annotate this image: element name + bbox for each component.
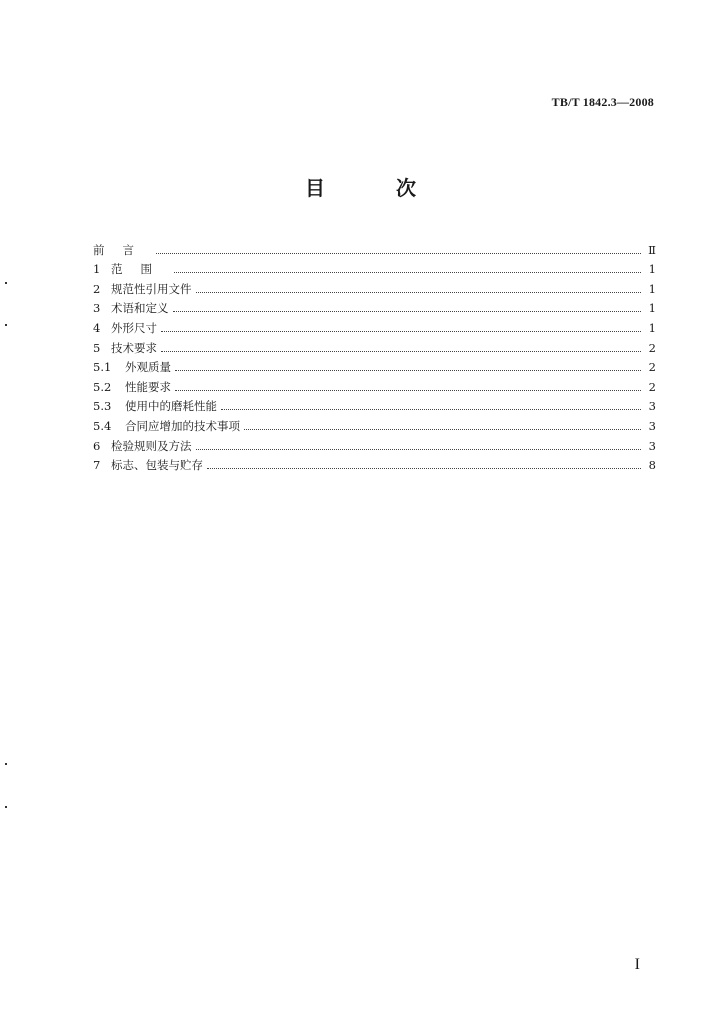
- toc-entry-number: 6: [93, 438, 101, 453]
- toc-entry-title: 范围: [111, 262, 170, 277]
- toc-entry-number: 5.3: [93, 399, 112, 414]
- scan-speck: [5, 282, 7, 284]
- toc-entry-title: 检验规则及方法: [111, 438, 192, 453]
- toc-entry-appearance-quality[interactable]: [93, 355, 656, 375]
- toc-entry-page: 1: [648, 301, 656, 316]
- toc-entry-page: 1: [648, 320, 656, 335]
- toc-entry-title: 性能要求: [125, 379, 171, 394]
- toc-leader-dots: [156, 252, 641, 254]
- toc-entry-inspection-rules[interactable]: [93, 433, 656, 453]
- toc-entry-label: [93, 419, 244, 433]
- toc-entry-scope[interactable]: [93, 257, 656, 277]
- toc-entry-number: 7: [93, 458, 101, 473]
- toc-entry-label: [93, 262, 174, 276]
- toc-leader-dots: [174, 271, 641, 273]
- scan-speck: [5, 324, 7, 326]
- toc-entry-number: 2: [93, 281, 101, 296]
- toc-entry-marking-packaging-storage[interactable]: [93, 453, 656, 473]
- toc-entry-normative-references[interactable]: [93, 276, 656, 296]
- toc-entry-label: [93, 243, 156, 257]
- toc-entry-page: 1: [648, 281, 656, 296]
- toc-entry-page: 2: [648, 379, 656, 394]
- toc-entry-title: 规范性引用文件: [111, 281, 192, 296]
- toc-entry-wear-performance[interactable]: [93, 394, 656, 414]
- toc-entry-title: 术语和定义: [111, 301, 169, 316]
- toc-entry-label: [93, 341, 161, 355]
- toc-leader-dots: [161, 350, 641, 352]
- document-code: TB/T 1842.3—2008: [551, 95, 654, 109]
- toc-entry-number: 5.1: [93, 360, 112, 375]
- scan-speck: [5, 806, 7, 808]
- toc-leader-dots: [173, 310, 642, 312]
- scan-speck: [5, 763, 7, 765]
- toc-leader-dots: [221, 408, 641, 410]
- toc-entry-foreword[interactable]: [93, 237, 656, 257]
- toc-entry-page: 2: [648, 360, 656, 375]
- toc-entry-page: 1: [648, 262, 656, 277]
- toc-entry-dimensions[interactable]: [93, 315, 656, 335]
- toc-entry-number: 5: [93, 340, 101, 355]
- page-number: I: [634, 956, 640, 973]
- toc-entry-page: Ⅱ: [648, 242, 656, 257]
- toc-entry-label: [93, 360, 175, 374]
- toc-leader-dots: [207, 467, 641, 469]
- toc-entry-page: 3: [648, 399, 656, 414]
- toc-entry-technical-requirements[interactable]: [93, 335, 656, 355]
- toc-entry-performance-requirements[interactable]: [93, 374, 656, 394]
- toc-entry-page: 3: [648, 418, 656, 433]
- toc-entry-title: 外形尺寸: [111, 320, 157, 335]
- toc-entry-label: [93, 458, 207, 472]
- toc-entry-label: [93, 282, 196, 296]
- toc-entry-title: 前言: [93, 242, 152, 257]
- toc-entry-number: 1: [93, 262, 101, 277]
- toc-leader-dots: [196, 448, 642, 450]
- toc-entry-number: 3: [93, 301, 101, 316]
- toc-entry-title: 标志、包装与贮存: [111, 458, 203, 473]
- toc-entry-terms-definitions[interactable]: [93, 296, 656, 316]
- toc-leader-dots: [175, 389, 641, 391]
- toc-entry-label: [93, 301, 173, 315]
- toc-entry-label: [93, 399, 221, 413]
- toc-entry-title: 使用中的磨耗性能: [125, 399, 217, 414]
- toc-entry-page: 8: [648, 458, 656, 473]
- toc-entry-label: [93, 439, 196, 453]
- toc-entry-label: [93, 321, 161, 335]
- toc-entry-number: 5.2: [93, 379, 112, 394]
- toc-entry-contract-technical-items[interactable]: [93, 413, 656, 433]
- toc-title: 目 次: [305, 176, 448, 200]
- toc-entry-page: 2: [648, 340, 656, 355]
- toc-entry-number: 4: [93, 320, 101, 335]
- toc-leader-dots: [175, 369, 641, 371]
- toc-entry-title: 合同应增加的技术事项: [125, 418, 240, 433]
- toc-entry-title: 技术要求: [111, 340, 157, 355]
- toc-entry-title: 外观质量: [125, 360, 171, 375]
- toc-entry-number: 5.4: [93, 418, 112, 433]
- toc-entry-page: 3: [648, 438, 656, 453]
- toc-leader-dots: [244, 428, 641, 430]
- table-of-contents: [93, 237, 656, 472]
- toc-leader-dots: [196, 291, 642, 293]
- toc-leader-dots: [161, 330, 641, 332]
- toc-entry-label: [93, 380, 175, 394]
